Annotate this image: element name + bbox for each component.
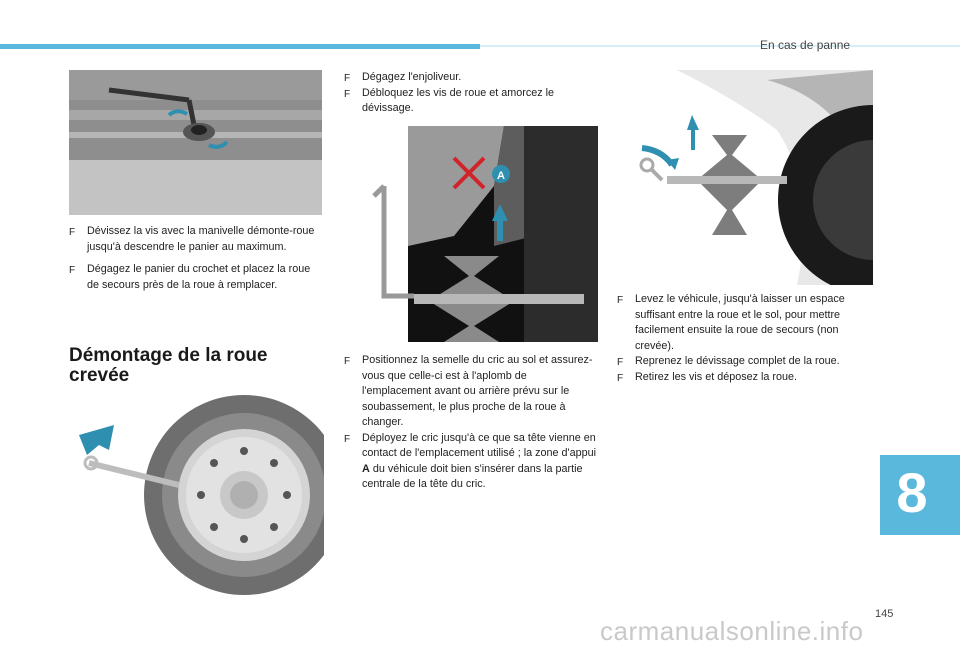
page-number: 145: [875, 608, 894, 620]
illustration-spare-wheel: [69, 395, 324, 605]
bullet-marker: F: [617, 372, 624, 384]
illustration-raise-vehicle: [617, 70, 873, 285]
column2-instructions-top: [344, 70, 596, 117]
list-item: F Positionnez la semelle du cric au sol et assurez-vous que celle-ci est à l'aplomb de l'emplacement avant ou arrière prévu sur le soubassement, le plus proche de la roue à changer.: [344, 354, 593, 428]
list-item: F Dégagez l'enjoliveur.: [344, 70, 596, 86]
bullet-marker: F: [344, 88, 351, 100]
header-rule: [480, 45, 960, 47]
illustration-jack-position: [344, 126, 598, 342]
bullet-marker: F: [69, 265, 76, 276]
bullet-marker: F: [344, 433, 351, 445]
list-item: F Reprenez le dévissage complet de la roue.: [617, 354, 875, 370]
list-item: F Levez le véhicule, jusqu'à laisser un espace suffisant entre la roue et le sol, pour mettre facilement ensuite la roue de secours (non crevée).: [617, 293, 845, 352]
column3-instructions: [617, 292, 875, 385]
list-item: F Dégagez le panier du crochet et placez la roue de secours près de la roue à remplacer.: [69, 263, 311, 291]
list-item: F Débloquez les vis de roue et amorcez le dévissage.: [344, 86, 555, 114]
chapter-number: 8: [896, 461, 928, 524]
bullet-marker: F: [617, 295, 624, 306]
bullet-marker: F: [344, 356, 351, 367]
watermark: carmanualsonline.info: [600, 616, 864, 646]
list-item: F Retirez les vis et déposez la roue.: [617, 370, 875, 386]
header-accent-bar: [0, 44, 480, 49]
section-heading: Démontage de la roue crevée: [69, 345, 268, 386]
column2-instructions-bottom: [344, 353, 596, 493]
list-item: F Dévissez la vis avec la manivelle démonte-roue jusqu'à descendre le panier au maximum.: [69, 225, 315, 253]
list-item: F Déployez le cric jusqu'à ce que sa tête vienne en contact de l'emplacement utilisé ; la zone d'appui A du véhicule doit bien s'insérer dans la partie centrale de la tête du cric.: [344, 431, 596, 490]
column1-instructions: [69, 224, 324, 293]
bullet-marker: F: [69, 227, 76, 238]
label-a: A: [497, 170, 505, 182]
bullet-marker: F: [617, 357, 624, 368]
illustration-basket-screw: [69, 70, 322, 215]
bullet-marker: F: [344, 73, 351, 84]
section-title: En cas de panne: [760, 38, 851, 52]
